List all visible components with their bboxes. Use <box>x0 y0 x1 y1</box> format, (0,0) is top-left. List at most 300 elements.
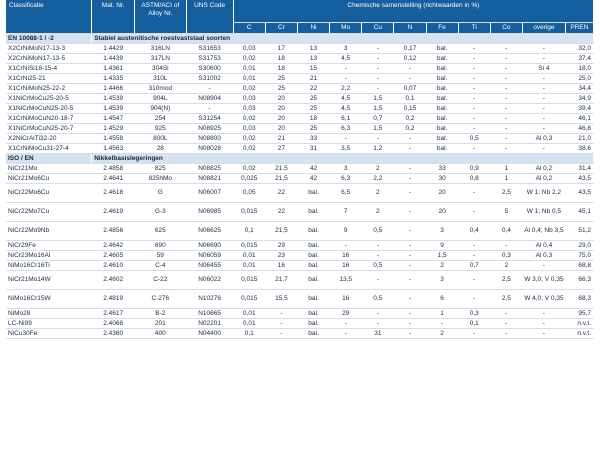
table-cell: - <box>394 64 426 74</box>
table-cell: 0,3 <box>458 309 490 319</box>
table-cell: 0,7 <box>458 261 490 271</box>
table-cell: NiCr22Mo6Cu <box>6 184 92 203</box>
table-cell: - <box>522 74 565 84</box>
section-code: ISO / EN <box>6 154 92 164</box>
table-cell: 43,5 <box>565 184 593 203</box>
table-row <box>6 241 594 251</box>
table-cell: 0,02 <box>233 144 265 154</box>
table-cell: bal. <box>297 329 329 339</box>
table-row <box>6 309 594 319</box>
table-cell: NiMo16Cr15W <box>6 290 92 309</box>
table-cell: - <box>426 319 458 329</box>
table-cell: - <box>394 319 426 329</box>
table-cell: 904L <box>135 94 186 104</box>
table-cell: 310L <box>135 74 186 84</box>
table-cell: 0,01 <box>233 74 265 84</box>
table-cell: 310mod <box>135 84 186 94</box>
table-cell: 20 <box>265 114 297 124</box>
table-cell: 16 <box>330 290 362 309</box>
table-cell: C-276 <box>135 290 186 309</box>
table-cell: 0,4 <box>490 222 522 241</box>
table-cell: 39,4 <box>565 104 593 114</box>
table-cell: 1 <box>490 174 522 184</box>
table-cell: 1.4335 <box>92 74 135 84</box>
table-cell: 0,015 <box>233 241 265 251</box>
table-cell: - <box>522 124 565 134</box>
table-cell: 0,03 <box>233 104 265 114</box>
table-cell: - <box>490 144 522 154</box>
table-cell: 1,5 <box>362 124 394 134</box>
table-cell: 0,15 <box>394 104 426 114</box>
table-cell: G-3 <box>135 203 186 222</box>
alloy-table-container <box>6 0 594 339</box>
table-cell: bal. <box>426 84 458 94</box>
table-row <box>6 54 594 64</box>
table-cell: 2,2 <box>362 174 394 184</box>
table-row <box>6 44 594 54</box>
table-cell: 20 <box>426 184 458 203</box>
table-cell: X1CrNiMoN25-22-2 <box>6 84 92 94</box>
table-cell: 1.4547 <box>92 114 135 124</box>
table-cell: 1 <box>426 309 458 319</box>
header-element: Ti <box>458 23 490 34</box>
table-cell: 6,1 <box>330 114 362 124</box>
table-cell: NiMo28 <box>6 309 92 319</box>
table-cell: - <box>458 94 490 104</box>
section-row <box>6 34 594 44</box>
header-element: overige <box>522 23 565 34</box>
table-cell: - <box>458 184 490 203</box>
alloy-composition-table <box>6 0 594 339</box>
table-cell: W 4,0; V 0,35 <box>522 290 565 309</box>
table-cell: 30 <box>426 174 458 184</box>
table-cell: 9 <box>426 241 458 251</box>
table-cell: 3 <box>330 44 362 54</box>
table-cell: bal. <box>426 104 458 114</box>
table-cell: - <box>394 144 426 154</box>
table-cell: - <box>522 94 565 104</box>
table-cell: - <box>458 271 490 290</box>
table-cell: 0,07 <box>394 84 426 94</box>
table-cell: 25 <box>297 104 329 114</box>
table-cell: 25 <box>297 124 329 134</box>
table-cell: 2 <box>426 261 458 271</box>
table-cell: 2 <box>490 261 522 271</box>
table-cell: 2.4641 <box>92 174 135 184</box>
table-cell: 0,5 <box>458 134 490 144</box>
table-cell: S31753 <box>186 54 233 64</box>
header-element: PREN <box>565 23 593 34</box>
table-cell: 2.4610 <box>92 261 135 271</box>
table-cell: NiCr29Fe <box>6 241 92 251</box>
table-cell: 31,4 <box>565 164 593 174</box>
table-cell: 28 <box>135 144 186 154</box>
table-cell: X2CrNiMoN17-13-3 <box>6 44 92 54</box>
table-cell: Si 4 <box>522 64 565 74</box>
table-cell: 6 <box>426 290 458 309</box>
table-cell: - <box>394 184 426 203</box>
table-cell: - <box>394 261 426 271</box>
table-cell: 20 <box>265 94 297 104</box>
table-cell: - <box>458 74 490 84</box>
table-cell: 0,4 <box>458 222 490 241</box>
table-cell: - <box>490 74 522 84</box>
table-cell: 0,5 <box>362 222 394 241</box>
table-cell: bal. <box>426 94 458 104</box>
table-cell: 2 <box>362 164 394 174</box>
table-row <box>6 203 594 222</box>
header-element: Fe <box>426 23 458 34</box>
table-cell: 46,1 <box>565 114 593 124</box>
table-cell: 0,5 <box>362 290 394 309</box>
table-cell: - <box>490 94 522 104</box>
table-cell: 4,5 <box>330 94 362 104</box>
header-classificatie: Classificatie <box>6 0 92 34</box>
table-cell: 0,01 <box>233 309 265 319</box>
table-row <box>6 84 594 94</box>
table-row <box>6 134 594 144</box>
table-cell: 9 <box>330 222 362 241</box>
table-cell: 254 <box>135 114 186 124</box>
table-cell: bal. <box>426 54 458 64</box>
table-cell: 25 <box>265 84 297 94</box>
header-chemische-samenstelling: Chemische samenstelling (richtwaarden in %) <box>233 0 593 23</box>
table-cell: 0,03 <box>233 124 265 134</box>
table-cell: 21,0 <box>565 134 593 144</box>
header-element: C <box>233 23 265 34</box>
table-cell: N02201 <box>186 319 233 329</box>
table-cell: 68,3 <box>565 290 593 309</box>
table-cell: 22 <box>265 203 297 222</box>
table-cell: 34,4 <box>565 84 593 94</box>
table-cell: 21,7 <box>265 271 297 290</box>
table-cell: N06455 <box>186 261 233 271</box>
table-row <box>6 319 594 329</box>
table-cell: 2 <box>426 329 458 339</box>
table-cell: 18,0 <box>565 64 593 74</box>
table-cell: 66,3 <box>565 271 593 290</box>
table-cell: 0,01 <box>233 319 265 329</box>
table-cell: - <box>522 44 565 54</box>
table-cell: 22 <box>297 84 329 94</box>
table-cell: 4,5 <box>330 104 362 114</box>
table-cell: - <box>458 54 490 64</box>
table-cell: N04400 <box>186 329 233 339</box>
table-row <box>6 74 594 84</box>
table-cell: 0,015 <box>233 271 265 290</box>
table-cell: 25 <box>265 74 297 84</box>
table-cell: N08800 <box>186 134 233 144</box>
table-cell: bal. <box>426 134 458 144</box>
table-cell: 13 <box>297 44 329 54</box>
table-row <box>6 144 594 154</box>
table-cell: - <box>330 241 362 251</box>
table-cell: 6,3 <box>330 124 362 134</box>
table-cell: S31002 <box>186 74 233 84</box>
table-cell: 32,0 <box>565 44 593 54</box>
table-cell: - <box>490 319 522 329</box>
table-row <box>6 329 594 339</box>
table-cell: X1CrNiSi18-15-4 <box>6 64 92 74</box>
table-cell: 15 <box>297 64 329 74</box>
table-cell: W 3,0; V 0,35 <box>522 271 565 290</box>
table-cell: 0,015 <box>233 203 265 222</box>
header-element: N <box>394 23 426 34</box>
table-cell: NiCr23Mo16Al <box>6 251 92 261</box>
table-cell: W 1; Nb 2,2 <box>522 184 565 203</box>
table-cell: G <box>135 184 186 203</box>
table-cell: 75,0 <box>565 251 593 261</box>
table-cell: 38,6 <box>565 144 593 154</box>
table-cell: bal. <box>297 290 329 309</box>
table-cell: 21,5 <box>265 164 297 174</box>
table-cell: - <box>362 134 394 144</box>
table-cell: - <box>522 104 565 114</box>
table-cell: LC-Ni99 <box>6 319 92 329</box>
table-cell: - <box>490 124 522 134</box>
table-row <box>6 251 594 261</box>
table-cell: N08825 <box>186 164 233 174</box>
table-cell: - <box>265 329 297 339</box>
table-cell: bal. <box>426 64 458 74</box>
table-cell: 0,02 <box>233 164 265 174</box>
table-cell: - <box>458 203 490 222</box>
table-cell: N06625 <box>186 222 233 241</box>
table-cell: - <box>394 241 426 251</box>
table-cell: 3 <box>330 164 362 174</box>
table-cell: N08925 <box>186 124 233 134</box>
table-cell: 4,5 <box>330 54 362 64</box>
table-cell: Al 0,4; Nb 3,5 <box>522 222 565 241</box>
table-cell: 0,02 <box>233 54 265 64</box>
table-cell: 42 <box>297 164 329 174</box>
table-cell: 304Si <box>135 64 186 74</box>
table-cell: - <box>522 261 565 271</box>
table-cell: 0,8 <box>458 174 490 184</box>
table-row <box>6 164 594 174</box>
table-cell: NiCr22Mo9Nb <box>6 222 92 241</box>
table-cell: 625 <box>135 222 186 241</box>
table-cell: 0,3 <box>490 251 522 261</box>
table-row <box>6 222 594 241</box>
table-cell: NiCr21Mo <box>6 164 92 174</box>
table-cell: 15,5 <box>265 290 297 309</box>
table-cell: 0,1 <box>233 329 265 339</box>
table-cell: - <box>458 124 490 134</box>
table-cell: 2.4617 <box>92 309 135 319</box>
table-cell: 5 <box>490 203 522 222</box>
table-cell: bal. <box>297 271 329 290</box>
table-cell: 21 <box>297 74 329 84</box>
table-cell: 51,2 <box>565 222 593 241</box>
table-cell: 43,5 <box>565 174 593 184</box>
table-cell: - <box>330 329 362 339</box>
table-cell: bal. <box>297 222 329 241</box>
table-row <box>6 174 594 184</box>
table-cell: S31254 <box>186 114 233 124</box>
table-cell: 0,17 <box>394 44 426 54</box>
table-cell: Al 0,2 <box>522 164 565 174</box>
table-cell: - <box>522 114 565 124</box>
section-row <box>6 154 594 164</box>
table-cell: - <box>394 74 426 84</box>
table-row <box>6 184 594 203</box>
table-cell: - <box>394 251 426 261</box>
table-cell: 13 <box>297 54 329 64</box>
table-cell: N08904 <box>186 94 233 104</box>
table-cell: 2.4619 <box>92 203 135 222</box>
table-cell: 42 <box>297 174 329 184</box>
table-cell: 0,02 <box>233 84 265 94</box>
table-cell: 1.4466 <box>92 84 135 94</box>
table-cell: - <box>458 290 490 309</box>
table-cell: - <box>458 64 490 74</box>
table-cell: - <box>362 271 394 290</box>
table-cell: N06059 <box>186 251 233 261</box>
table-cell: 34,9 <box>565 94 593 104</box>
table-cell: - <box>394 134 426 144</box>
table-cell: - <box>362 319 394 329</box>
table-cell: N08821 <box>186 174 233 184</box>
table-cell: - <box>394 174 426 184</box>
table-cell: 2.4858 <box>92 164 135 174</box>
table-cell: 690 <box>135 241 186 251</box>
table-cell: bal. <box>297 319 329 329</box>
table-cell: 33 <box>426 164 458 174</box>
table-cell: 400 <box>135 329 186 339</box>
table-cell: 2,5 <box>490 271 522 290</box>
table-cell: - <box>330 74 362 84</box>
table-cell: 2.4819 <box>92 290 135 309</box>
table-cell: X1CrNi25-21 <box>6 74 92 84</box>
table-cell: 0,03 <box>233 44 265 54</box>
table-cell: B-2 <box>135 309 186 319</box>
table-cell: 0,025 <box>233 174 265 184</box>
table-cell: - <box>522 144 565 154</box>
table-cell: NiMo16Cr16Ti <box>6 261 92 271</box>
table-cell: 201 <box>135 319 186 329</box>
table-cell: - <box>490 44 522 54</box>
table-cell: 23 <box>265 251 297 261</box>
table-cell: - <box>265 319 297 329</box>
table-cell: bal. <box>297 241 329 251</box>
table-row <box>6 114 594 124</box>
table-cell: 7 <box>330 203 362 222</box>
table-cell: - <box>362 251 394 261</box>
table-cell: N06690 <box>186 241 233 251</box>
table-cell: - <box>394 164 426 174</box>
table-cell: - <box>394 309 426 319</box>
header-element: Ni <box>297 23 329 34</box>
table-cell: Al 0,3 <box>522 251 565 261</box>
table-cell: 2,2 <box>330 84 362 94</box>
table-cell: 1.4539 <box>92 94 135 104</box>
header-element: Cu <box>362 23 394 34</box>
table-cell: 1.4558 <box>92 134 135 144</box>
table-cell: 29,0 <box>565 241 593 251</box>
table-cell: - <box>394 222 426 241</box>
table-cell: N06985 <box>186 203 233 222</box>
table-cell: C-22 <box>135 271 186 290</box>
table-cell: X1CrNiMoCuN20-18-7 <box>6 114 92 124</box>
table-cell: - <box>330 134 362 144</box>
table-cell: - <box>458 329 490 339</box>
table-cell: - <box>394 203 426 222</box>
table-cell: 1,2 <box>362 144 394 154</box>
table-cell: - <box>330 64 362 74</box>
table-row <box>6 94 594 104</box>
table-cell: X2NiCrAlTi32-20 <box>6 134 92 144</box>
table-cell: 1.4539 <box>92 104 135 114</box>
table-cell: 0,12 <box>394 54 426 64</box>
table-cell: - <box>522 309 565 319</box>
table-cell: Al 0,4 <box>522 241 565 251</box>
table-cell: - <box>490 241 522 251</box>
table-cell: - <box>522 54 565 64</box>
table-cell: 0,03 <box>233 94 265 104</box>
table-cell: 37,4 <box>565 54 593 64</box>
table-cell: 1 <box>490 164 522 174</box>
table-cell: bal. <box>426 144 458 154</box>
table-cell: 1,5 <box>426 251 458 261</box>
table-cell: - <box>522 329 565 339</box>
table-cell: NiCr21Mo6Cu <box>6 174 92 184</box>
table-cell: - <box>458 144 490 154</box>
table-cell: - <box>458 251 490 261</box>
table-cell: 2 <box>362 184 394 203</box>
table-cell: 0,1 <box>458 319 490 329</box>
table-cell: 1.4361 <box>92 64 135 74</box>
table-cell: N10276 <box>186 290 233 309</box>
table-cell: 20 <box>265 104 297 114</box>
table-cell: 0,5 <box>362 261 394 271</box>
table-cell: 25,0 <box>565 74 593 84</box>
table-cell: - <box>458 114 490 124</box>
table-cell: bal. <box>297 309 329 319</box>
table-cell: 0,1 <box>233 222 265 241</box>
table-row <box>6 124 594 134</box>
table-cell: N06007 <box>186 184 233 203</box>
table-cell: - <box>362 64 394 74</box>
table-cell: 2 <box>362 203 394 222</box>
table-cell: 2.4642 <box>92 241 135 251</box>
table-cell: 1.4529 <box>92 124 135 134</box>
table-cell: N06022 <box>186 271 233 290</box>
table-row <box>6 290 594 309</box>
header-element: Co <box>490 23 522 34</box>
table-cell: n.v.t. <box>565 319 593 329</box>
table-cell: 18 <box>265 64 297 74</box>
table-cell: - <box>490 54 522 64</box>
table-cell: NiCr21Mo14W <box>6 271 92 290</box>
table-cell: - <box>394 271 426 290</box>
table-cell: 2,5 <box>490 184 522 203</box>
table-cell: 0,01 <box>233 251 265 261</box>
header-element: Cr <box>265 23 297 34</box>
header-uns: UNS Code <box>186 0 233 34</box>
table-cell: - <box>394 329 426 339</box>
table-cell: - <box>362 54 394 64</box>
table-cell: 2.4602 <box>92 271 135 290</box>
table-cell: - <box>458 241 490 251</box>
table-cell: bal. <box>426 114 458 124</box>
table-cell: - <box>458 104 490 114</box>
table-cell: - <box>362 44 394 54</box>
table-cell: 2.4856 <box>92 222 135 241</box>
table-cell: 1,5 <box>362 94 394 104</box>
section-title: Nikkelbasislegeringen <box>92 154 594 164</box>
table-cell: 6,3 <box>330 174 362 184</box>
